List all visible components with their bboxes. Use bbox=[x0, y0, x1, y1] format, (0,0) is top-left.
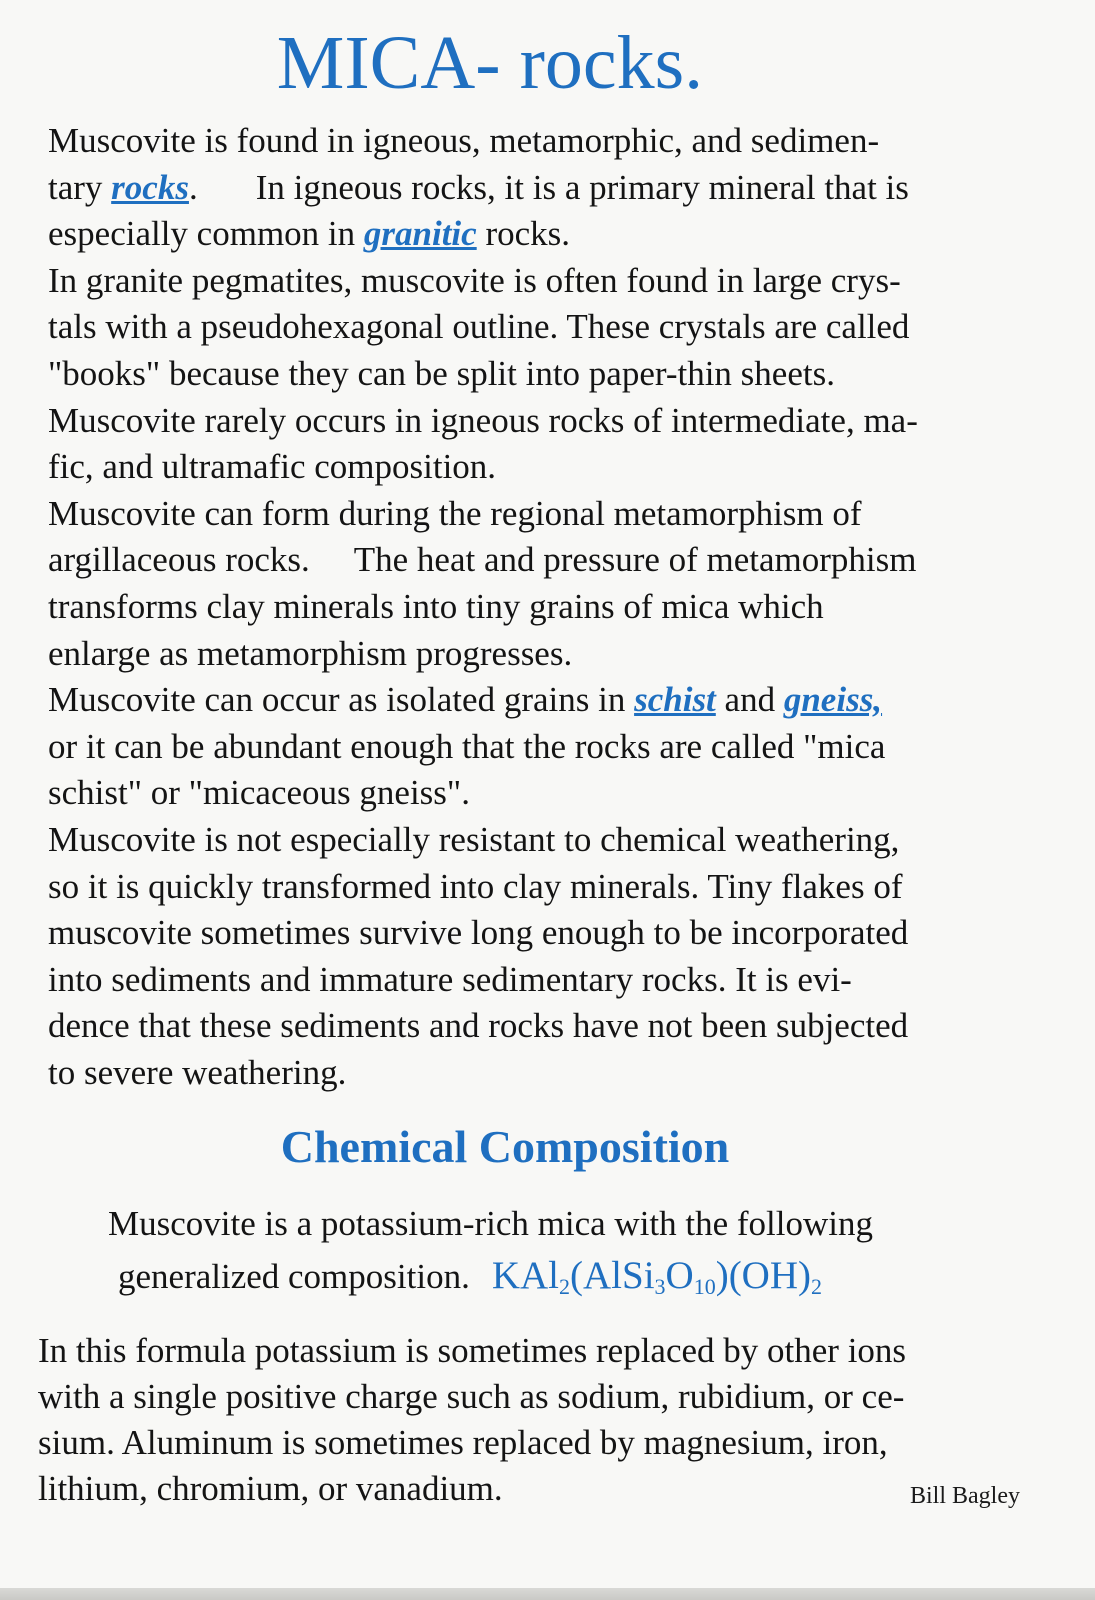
body-line: Muscovite rarely occurs in igneous rocks of intermediate, ma- bbox=[48, 400, 918, 440]
body-line: enlarge as metamorphism progresses. bbox=[48, 633, 573, 673]
text-fragment: generalized composition. bbox=[118, 1257, 470, 1296]
body-line: Muscovite can form during the regional metamorphism of bbox=[48, 493, 862, 533]
granitic-link[interactable]: granitic bbox=[363, 214, 477, 254]
composition-line: Muscovite is a potassium-rich mica with the following bbox=[108, 1204, 874, 1243]
text-fragment: In igneous rocks, it is a primary mineral that is bbox=[255, 167, 909, 207]
body-line: or it can be abundant enough that the rocks are called "mica bbox=[48, 726, 886, 766]
body-line: In granite pegmatites, muscovite is often found in large crys- bbox=[48, 260, 901, 300]
section-heading: Chemical Composition bbox=[280, 1121, 730, 1172]
text-fragment: rocks. bbox=[476, 214, 570, 254]
note-line: In this formula potassium is sometimes replaced by other ions bbox=[38, 1331, 907, 1370]
note-line: sium. Aluminum is sometimes replaced by magnesium, iron, bbox=[38, 1423, 888, 1462]
body-text bbox=[48, 118, 1058, 1096]
note-line: lithium, chromium, or vanadium. bbox=[38, 1469, 503, 1508]
body-line bbox=[48, 537, 1058, 584]
note-line: with a single positive charge such as sodium, rubidium, or ce- bbox=[38, 1377, 905, 1416]
composition-line bbox=[0, 1250, 1095, 1303]
body-line: Muscovite is not especially resistant to chemical weathering, bbox=[48, 819, 900, 859]
body-line: fic, and ultramafic composition. bbox=[48, 447, 497, 487]
page-bottom-edge bbox=[0, 1588, 1095, 1600]
author-credit: Bill Bagley bbox=[910, 1483, 1020, 1509]
body-line: dence that these sediments and rocks have not been subjected bbox=[48, 1006, 909, 1046]
body-line: to severe weathering. bbox=[48, 1052, 347, 1092]
body-line: so it is quickly transformed into clay minerals. Tiny flakes of bbox=[48, 866, 903, 906]
text-fragment: tary bbox=[48, 167, 112, 207]
body-line: muscovite sometimes survive long enough to be incorporated bbox=[48, 913, 909, 953]
page-title: MICA- rocks. bbox=[276, 21, 704, 105]
body-line: Muscovite is found in igneous, metamorphic, and sedimen- bbox=[48, 121, 880, 160]
gneiss-link[interactable]: gneiss, bbox=[783, 680, 883, 720]
text-fragment: and bbox=[715, 680, 784, 720]
body-line bbox=[48, 165, 1058, 212]
chemical-formula: $KAl_2(AlSi_3O_{10})(OH)_2$ bbox=[491, 1254, 822, 1299]
body-line: "books" because they can be split into paper-thin sheets. bbox=[48, 353, 835, 393]
text-fragment: The heat and pressure of metamorphism bbox=[353, 540, 917, 580]
text-fragment: especially common in bbox=[48, 214, 364, 254]
text-fragment: argillaceous rocks. bbox=[48, 540, 310, 580]
body-line bbox=[48, 211, 1058, 258]
body-line: transforms clay minerals into tiny grains of mica which bbox=[48, 586, 824, 626]
rocks-link[interactable]: rocks bbox=[111, 167, 189, 207]
body-line: tals with a pseudohexagonal outline. These crystals are called bbox=[48, 307, 910, 347]
text-fragment: . bbox=[188, 167, 198, 207]
schist-link[interactable]: schist bbox=[634, 680, 716, 720]
body-line: into sediments and immature sedimentary rocks. It is evi- bbox=[48, 959, 852, 999]
composition-text bbox=[0, 1198, 1095, 1303]
body-line bbox=[48, 677, 1058, 724]
body-line: schist" or "micaceous gneiss". bbox=[48, 773, 470, 813]
text-fragment: Muscovite can occur as isolated grains in bbox=[48, 680, 635, 720]
